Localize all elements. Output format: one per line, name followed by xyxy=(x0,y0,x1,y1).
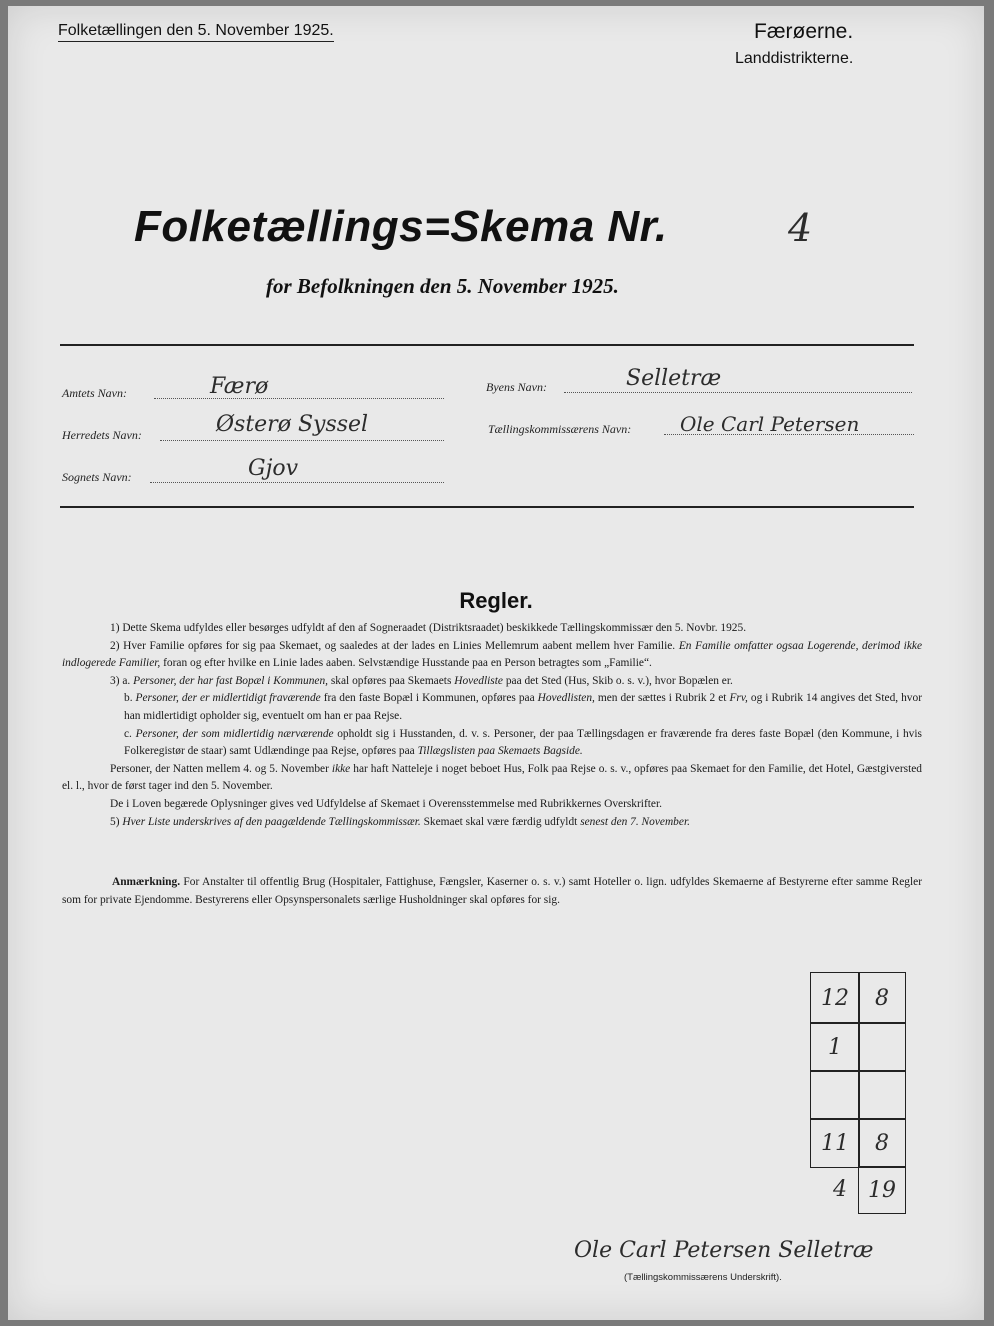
rule-5-marker: 5) xyxy=(110,815,120,828)
rule-3c-italic-2: Tillægslisten paa Skemaets Bagside. xyxy=(417,745,583,758)
amt-label: Amtets Navn: xyxy=(62,386,127,400)
annotation-note xyxy=(62,874,922,909)
herred-dotted-line xyxy=(160,440,444,441)
tally-cell: 1 xyxy=(810,1022,860,1072)
rule-3a-italic-2: Hovedliste xyxy=(454,674,503,687)
census-date-label: Folketællingen den 5. November 1925. xyxy=(58,22,334,42)
form-number: 4 xyxy=(788,206,813,250)
rule-1-text: 1) Dette Skema udfyldes eller besørges udfyldt af den af Sogneraadet (Distriktsraadet) beskikkede Tællingskommissær den 5. Novbr. 1925. xyxy=(110,622,747,634)
rule-3b xyxy=(62,690,922,725)
rule-3a-text-end: paa det Sted (Hus, Skib o. s. v.), hvor Bopælen er. xyxy=(505,674,733,687)
kommissaer-value: Ole Carl Petersen xyxy=(680,412,860,436)
rule-3a-italic: Personer, der har fast Bopæl i Kommunen, xyxy=(133,674,329,687)
rule-5-italic-2: senest den 7. November. xyxy=(580,815,690,828)
note-text: For Anstalter til offentlig Brug (Hospitaler, Fattighuse, Fængsler, Kaserner o. s. v.) samt Hoteller o. lign. udfyldes Skemaerne af Bestyrerne efter samme Regler som for private Ejendomme. Bestyrerens eller Opsynspersonalets særlige Husholdninger skal opføres for sig. xyxy=(62,876,922,906)
rule-2-italic: En Familie omfatter ogsaa Logerende, derimod ikke indlogerede Familier, xyxy=(62,639,922,670)
rule-3b-text: fra den faste Bopæl i Kommunen, opføres paa xyxy=(323,692,535,705)
rules-heading: Regler. xyxy=(459,588,533,613)
by-value: Selletræ xyxy=(626,366,722,391)
tally-total-left: 4 xyxy=(833,1177,847,1202)
tally-cell: 8 xyxy=(858,972,906,1024)
rule-3b-italic: Personer, der er midlertidigt fraværende xyxy=(135,692,321,705)
bottom-rule xyxy=(60,506,914,508)
rule-3c-text: opholdt sig i Husstanden, d. v. s. Personer, der paa Tællingsdagen er fraværende fra deres faste Bopæl (den Kommune, i hvis Folkeregistør de staar) samt Udlændinge paa Rejse, opføres paa xyxy=(124,727,922,758)
rule-3b-italic-3: Frv, xyxy=(729,692,748,705)
rule-3b-text-end: og i Rubrik 14 angives det Sted, hvor han midlertidigt opholder sig, eventuelt om han er paa Rejse. xyxy=(124,692,922,722)
rule-3b-italic-2: Hovedlisten, xyxy=(537,692,595,705)
sogn-label: Sognets Navn: xyxy=(62,470,132,484)
rule-5-italic: Hver Liste underskrives af den paagældende Tællingskommissær. xyxy=(122,815,421,828)
rule-5 xyxy=(62,814,922,832)
form-subtitle: for Befolkningen den 5. November 1925. xyxy=(266,274,619,298)
region-title: Færøerne. xyxy=(754,20,854,43)
rule-3a-marker: 3) a. xyxy=(110,674,131,687)
herred-value: Østerø Syssel xyxy=(216,412,369,437)
census-form-page xyxy=(8,6,984,1320)
rule-2-text-end: foran og efter hvilke en Linie lades aaben. Selvstændige Husstande paa en Person betragtes som „Familie“. xyxy=(163,657,652,670)
rule-3a-text: skal opføres paa Skemaets xyxy=(330,674,452,687)
rule-3b-marker: b. xyxy=(124,692,133,705)
top-rule xyxy=(60,344,914,346)
rule-4-italic: ikke xyxy=(331,762,351,775)
rule-1 xyxy=(62,620,922,638)
rule-3c-marker: c. xyxy=(124,727,132,740)
rules-text xyxy=(62,620,922,831)
region-subtitle: Landdistrikterne. xyxy=(735,50,854,67)
signature: Ole Carl Petersen Selletræ xyxy=(574,1238,874,1263)
tally-cell: 12 xyxy=(810,972,860,1024)
signature-caption: (Tællingskommissærens Underskrift). xyxy=(624,1272,782,1283)
kommissaer-label: Tællingskommissærens Navn: xyxy=(488,422,632,436)
tally-cell: 8 xyxy=(858,1118,906,1168)
tally-total-right: 19 xyxy=(858,1166,906,1214)
rule-4 xyxy=(62,761,922,796)
rule-4b xyxy=(62,796,922,814)
rule-4b-text: De i Loven begærede Oplysninger gives ved Udfyldelse af Skemaet i Overensstemmelse med Rubrikkernes Overskrifter. xyxy=(110,797,662,810)
by-dotted-line xyxy=(564,392,912,393)
sogn-dotted-line xyxy=(150,482,444,483)
tally-cell xyxy=(858,1070,906,1120)
by-label: Byens Navn: xyxy=(486,380,547,394)
amt-dotted-line xyxy=(154,398,444,399)
tally-cell xyxy=(810,1070,860,1120)
rule-2-text: 2) Hver Familie opføres for sig paa Skemaet, og saaledes at der lades en Linies Mellemrum aabent mellem hver Familie. xyxy=(110,639,676,652)
sogn-value: Gjov xyxy=(248,456,299,481)
form-title: Folketællings=Skema Nr. xyxy=(134,202,668,251)
rule-4-text-end: har haft Natteleje i noget beboet Hus, Folk paa Rejse o. s. v., opføres paa Skemaet for den Familie, det Hotel, Gæstgiversted el. l., hvor de først tager ind den 5. November. xyxy=(62,762,922,793)
rule-4-text: Personer, der Natten mellem 4. og 5. November xyxy=(110,762,329,775)
rule-3c-italic: Personer, der som midlertidig nærværende xyxy=(135,727,334,740)
rule-2 xyxy=(62,638,922,673)
tally-cell xyxy=(858,1022,906,1072)
amt-value: Færø xyxy=(210,374,269,399)
tally-cell: 11 xyxy=(810,1118,860,1168)
rule-3c xyxy=(62,726,922,761)
rule-3a xyxy=(62,673,922,691)
note-label: Anmærkning. xyxy=(112,876,181,888)
herred-label: Herredets Navn: xyxy=(62,428,142,442)
rule-3b-text-2: men der sættes i Rubrik 2 et xyxy=(597,692,727,705)
rule-5-text: Skemaet skal være færdig udfyldt xyxy=(423,815,578,828)
tally-box xyxy=(810,972,906,1216)
